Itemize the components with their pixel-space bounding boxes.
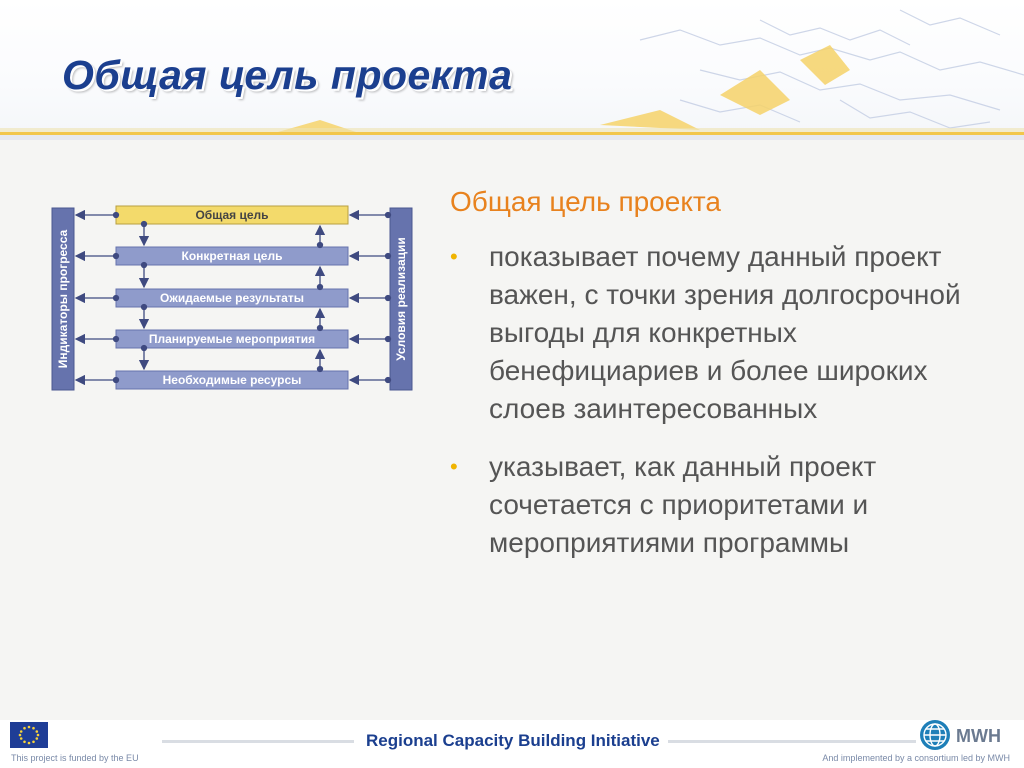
- mwh-globe-icon: [920, 720, 950, 750]
- eu-flag-icon: [10, 722, 48, 748]
- bullet-icon: •: [450, 244, 458, 269]
- logframe-diagram: [48, 198, 418, 398]
- funded-note: This project is funded by the EU: [11, 753, 139, 763]
- mwh-logo-text: MWH: [956, 726, 1001, 746]
- level-label-3: Ожидаемые результаты: [160, 291, 304, 305]
- level-label-4: Планируемые мероприятия: [148, 332, 316, 346]
- level-box-5: [116, 371, 348, 389]
- content-heading: Общая цель проекта: [450, 186, 721, 217]
- level-box-3: [116, 289, 348, 307]
- content-text: [450, 186, 990, 582]
- level-box-2: [116, 247, 348, 265]
- bullet-text-2: указывает, как данный проект сочетается с приоритетами и мероприятиями программы: [489, 451, 877, 558]
- left-side-label: Индикаторы прогресса: [56, 229, 70, 369]
- implemented-note: And implemented by a consortium led by MWH: [822, 753, 1010, 763]
- bullet-item: [450, 238, 990, 428]
- level-label-2: Конкретная цель: [181, 249, 283, 263]
- page-title: Общая цель проекта: [62, 52, 513, 98]
- bullet-text-1: показывает почему данный проект важен, с точки зрения долгосрочной выгоды для конкретных бенефициариев и более широких слоев заинтересованных: [489, 241, 961, 424]
- footer-divider-left: [162, 740, 354, 743]
- level-box-4: [116, 330, 348, 348]
- footer-divider-right: [668, 740, 916, 743]
- initiative-name: Regional Capacity Building Initiative: [366, 731, 660, 750]
- slide-header: [0, 0, 1024, 140]
- bullet-icon: •: [450, 454, 458, 479]
- bullet-item: [450, 448, 990, 562]
- level-box-1: [116, 206, 348, 224]
- level-label-5: Необходимые ресурсы: [162, 373, 302, 387]
- level-label-1: Общая цель: [195, 208, 269, 222]
- right-side-label: Условия реализации: [394, 237, 408, 361]
